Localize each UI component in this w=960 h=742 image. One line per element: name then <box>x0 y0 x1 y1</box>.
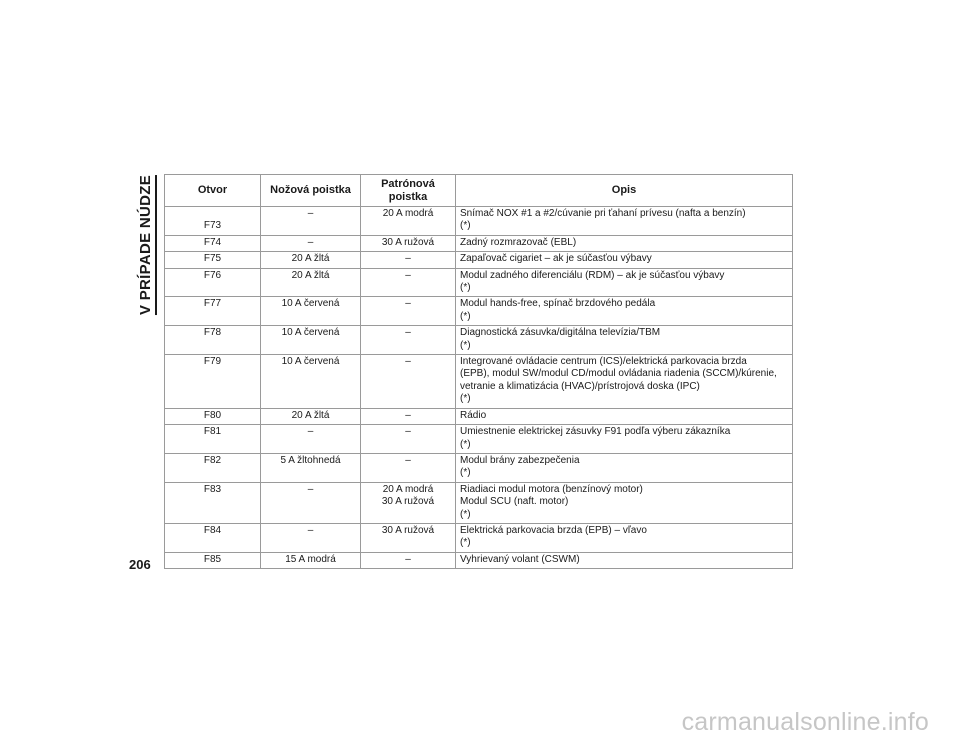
fuse-table <box>164 174 793 569</box>
blade-fuse-cell: 20 A žltá <box>261 268 361 297</box>
table-row <box>165 453 793 482</box>
slot-cell: F81 <box>165 425 261 454</box>
page-number: 206 <box>129 557 151 572</box>
table-row <box>165 207 793 236</box>
table-row <box>165 482 793 523</box>
cartridge-fuse-cell: – <box>361 268 456 297</box>
description-cell: Modul brány zabezpečenia (*) <box>456 453 793 482</box>
table-header-row <box>165 175 793 207</box>
blade-fuse-cell: 15 A modrá <box>261 552 361 568</box>
slot-cell: F77 <box>165 297 261 326</box>
description-cell: Modul zadného diferenciálu (RDM) – ak je súčasťou výbavy (*) <box>456 268 793 297</box>
table-row <box>165 326 793 355</box>
header-slot: Otvor <box>165 175 261 207</box>
cartridge-fuse-cell: – <box>361 355 456 409</box>
blade-fuse-cell: 10 A červená <box>261 326 361 355</box>
blade-fuse-cell: 20 A žltá <box>261 252 361 268</box>
blade-fuse-cell: 10 A červená <box>261 297 361 326</box>
blade-fuse-cell: – <box>261 482 361 523</box>
header-description: Opis <box>456 175 793 207</box>
cartridge-fuse-cell: 30 A ružová <box>361 523 456 552</box>
description-cell: Zapaľovač cigariet – ak je súčasťou výbavy <box>456 252 793 268</box>
cartridge-fuse-cell: – <box>361 297 456 326</box>
cartridge-fuse-cell: – <box>361 252 456 268</box>
description-cell: Vyhrievaný volant (CSWM) <box>456 552 793 568</box>
blade-fuse-cell: – <box>261 523 361 552</box>
blade-fuse-cell: – <box>261 235 361 251</box>
cartridge-fuse-cell: – <box>361 552 456 568</box>
description-cell: Snímač NOX #1 a #2/cúvanie pri ťahaní prívesu (nafta a benzín) (*) <box>456 207 793 236</box>
blade-fuse-cell: – <box>261 425 361 454</box>
table-row <box>165 252 793 268</box>
blade-fuse-cell: – <box>261 207 361 236</box>
cartridge-fuse-cell: 20 A modrá 30 A ružová <box>361 482 456 523</box>
table-row <box>165 425 793 454</box>
blade-fuse-cell: 20 A žltá <box>261 408 361 424</box>
description-cell: Integrované ovládacie centrum (ICS)/elektrická parkovacia brzda (EPB), modul SW/modul CD/modul ovládania riadenia (SCCM)/kúrenie, vetranie a klimatizácia (HVAC)/prístrojová doska (IPC) (*) <box>456 355 793 409</box>
description-cell: Riadiaci modul motora (benzínový motor) Modul SCU (naft. motor) (*) <box>456 482 793 523</box>
table-row <box>165 297 793 326</box>
header-blade-fuse: Nožová poistka <box>261 175 361 207</box>
slot-cell: F79 <box>165 355 261 409</box>
cartridge-fuse-cell: 20 A modrá <box>361 207 456 236</box>
table-row <box>165 268 793 297</box>
description-cell: Zadný rozmrazovač (EBL) <box>456 235 793 251</box>
slot-cell: F73 <box>165 207 261 236</box>
cartridge-fuse-cell: – <box>361 453 456 482</box>
section-title: V PRÍPADE NÚDZE <box>137 175 157 315</box>
cartridge-fuse-cell: – <box>361 326 456 355</box>
description-cell: Umiestnenie elektrickej zásuvky F91 podľa výberu zákazníka (*) <box>456 425 793 454</box>
watermark: carmanualsonline.info <box>681 708 929 736</box>
cartridge-fuse-cell: 30 A ružová <box>361 235 456 251</box>
slot-cell: F82 <box>165 453 261 482</box>
description-cell: Rádio <box>456 408 793 424</box>
header-cartridge-fuse: Patrónová poistka <box>361 175 456 207</box>
table-row <box>165 552 793 568</box>
table-row <box>165 408 793 424</box>
slot-cell: F76 <box>165 268 261 297</box>
description-cell: Elektrická parkovacia brzda (EPB) – vľavo (*) <box>456 523 793 552</box>
blade-fuse-cell: 10 A červená <box>261 355 361 409</box>
slot-cell: F74 <box>165 235 261 251</box>
cartridge-fuse-cell: – <box>361 425 456 454</box>
slot-cell: F83 <box>165 482 261 523</box>
slot-cell: F84 <box>165 523 261 552</box>
slot-cell: F80 <box>165 408 261 424</box>
slot-cell: F85 <box>165 552 261 568</box>
description-cell: Modul hands-free, spínač brzdového pedála (*) <box>456 297 793 326</box>
slot-cell: F75 <box>165 252 261 268</box>
cartridge-fuse-cell: – <box>361 408 456 424</box>
table-row <box>165 355 793 409</box>
description-cell: Diagnostická zásuvka/digitálna televízia/TBM (*) <box>456 326 793 355</box>
table-row <box>165 523 793 552</box>
blade-fuse-cell: 5 A žltohnedá <box>261 453 361 482</box>
slot-cell: F78 <box>165 326 261 355</box>
table-row <box>165 235 793 251</box>
